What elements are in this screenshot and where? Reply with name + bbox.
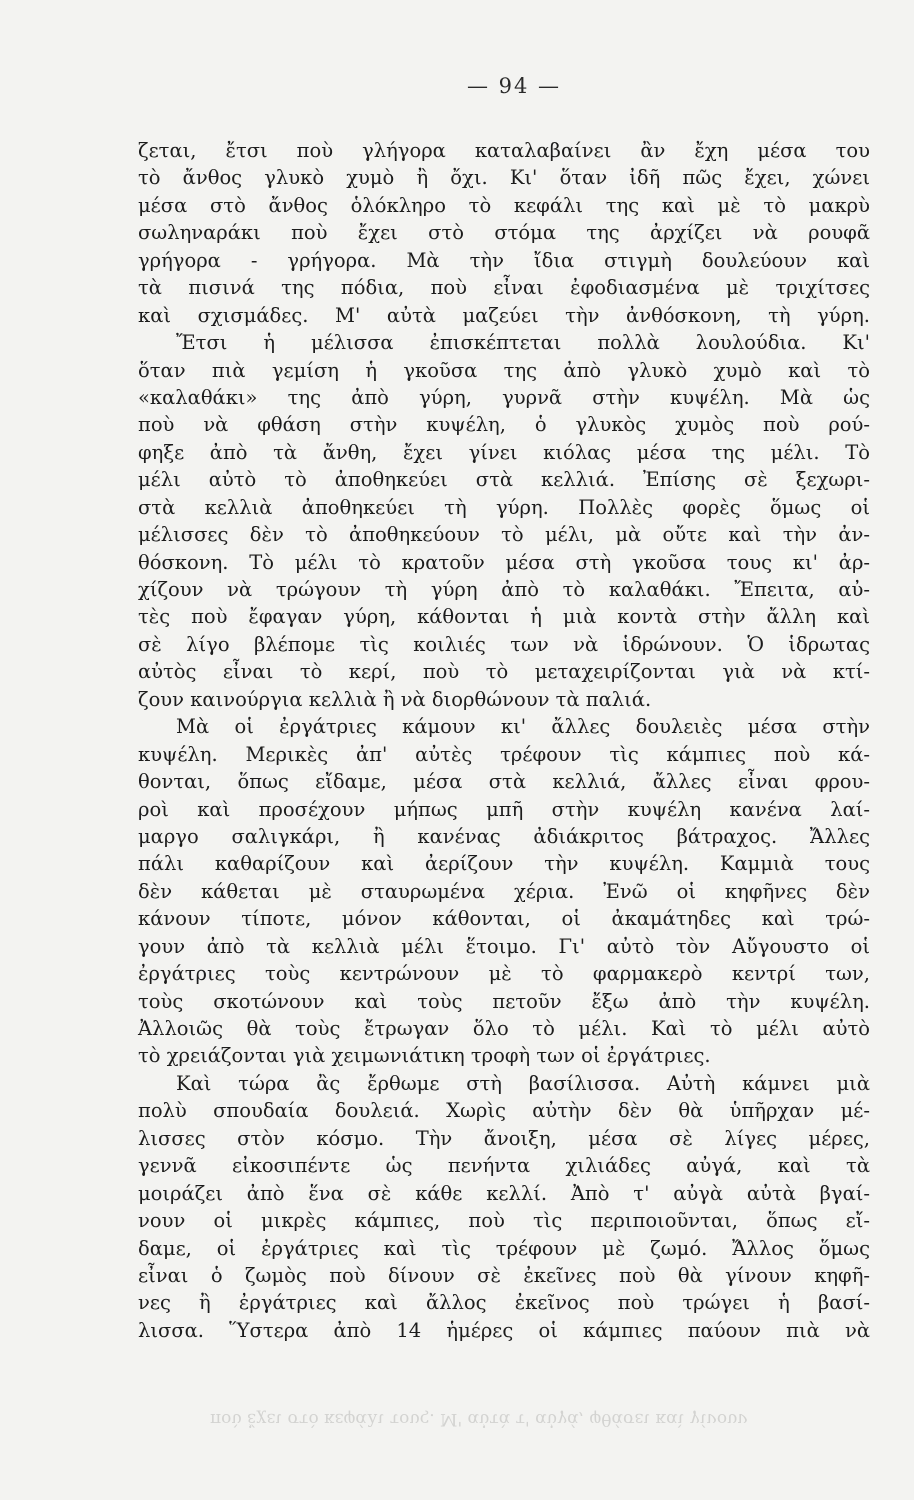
- body-text: [138, 137, 870, 1344]
- text-line: κάνουν τίποτε, μόνον κάθονται, οἱ ἀκαμάτηδες καὶ τρώ-: [138, 907, 870, 931]
- text-line: κυψέλη. Μερικὲς ἀπ' αὐτὲς τρέφουν τὶς κάμπιες ποὺ κά-: [138, 742, 870, 766]
- text-line: γρήγορα - γρήγορα. Μὰ τὴν ἴδια στιγμὴ δουλεύουν καὶ: [138, 248, 870, 272]
- text-line: μοιράζει ἀπὸ ἕνα σὲ κάθε κελλί. Ἀπὸ τ' αὐγὰ αὐτὰ βγαί-: [138, 1181, 870, 1205]
- text-line: ροὶ καὶ προσέχουν μήπως μπῆ στὴν κυψέλη κανένα λαί-: [138, 797, 870, 821]
- text-line: τὲς ποὺ ἔφαγαν γύρη, κάθονται ἡ μιὰ κοντὰ στὴν ἄλλη καὶ: [138, 605, 870, 629]
- text-line: λισσες στὸν κόσμο. Τὴν ἄνοιξη, μέσα σὲ λίγες μέρες,: [138, 1126, 870, 1150]
- text-line: Μὰ οἱ ἐργάτριες κάμουν κι' ἄλλες δουλειὲς μέσα στὴν: [176, 715, 870, 739]
- text-line: «καλαθάκι» της ἀπὸ γύρη, γυρνᾶ στὴν κυψέλη. Μὰ ὡς: [138, 385, 870, 409]
- text-line: πολὺ σπουδαία δουλειά. Χωρὶς αὐτὴν δὲν θὰ ὑπῆρχαν μέ-: [138, 1099, 870, 1123]
- text-line: Ἀλλοιῶς θὰ τοὺς ἔτρωγαν ὅλο τὸ μέλι. Καὶ τὸ μέλι αὐτὸ: [138, 1017, 870, 1040]
- text-line: νουν οἱ μικρὲς κάμπιες, ποὺ τὶς περιποιοῦνται, ὅπως εἴ-: [138, 1209, 870, 1233]
- text-line: μαργο σαλιγκάρι, ἢ κανένας ἀδιάκριτος βάτραχος. Ἄλλες: [138, 824, 870, 848]
- text-line: σωληναράκι ποὺ ἔχει στὸ στόμα της ἀρχίζει νὰ ρουφᾶ: [138, 221, 870, 245]
- text-line: γεννᾶ εἰκοσιπέντε ὡς πενήντα χιλιάδες αὐγά, καὶ τὰ: [138, 1154, 870, 1178]
- text-line: λισσα. Ὕστερα ἀπὸ 14 ἡμέρες οἱ κάμπιες παύουν πιὰ νὰ: [138, 1318, 870, 1342]
- text-line: καὶ σχισμάδες. Μ' αὐτὰ μαζεύει τὴν ἀνθόσκονη, τὴ γύρη.: [138, 303, 870, 327]
- text-line: ζουν καινούργια κελλιὰ ἢ νὰ διορθώνουν τὰ παλιά.: [138, 687, 652, 711]
- text-line: εἶναι ὁ ζωμὸς ποὺ δίνουν σὲ ἐκεῖνες ποὺ θὰ γίνουν κηφῆ-: [138, 1263, 870, 1287]
- text-line: γουν ἀπὸ τὰ κελλιὰ μέλι ἕτοιμο. Γι' αὐτὸ τὸν Αὔγουστο οἱ: [138, 934, 870, 958]
- text-line: πάλι καθαρίζουν καὶ ἀερίζουν τὴν κυψέλη. Καμμιὰ τους: [138, 852, 870, 876]
- text-line: ὅταν πιὰ γεμίση ἡ γκοῦσα της ἀπὸ γλυκὸ χυμὸ καὶ τὸ: [138, 358, 870, 382]
- text-line: μέσα στὸ ἄνθος ὁλόκληρο τὸ κεφάλι της καὶ μὲ τὸ μακρὺ: [138, 193, 870, 217]
- text-line: μέλι αὐτὸ τὸ ἀποθηκεύει στὰ κελλιά. Ἐπίσης σὲ ξεχωρι-: [138, 468, 870, 492]
- text-line: τὸ ἄνθος γλυκὸ χυμὸ ἢ ὄχι. Κι' ὅταν ἰδῆ πῶς ἔχει, χώνει: [138, 166, 870, 190]
- show-through-text: ποὺ ἔχει στὸ κεφάλι τους. Μ' αὐτὰ τ' αὐγά, φθάσει καὶ γίνουν: [210, 1409, 748, 1429]
- text-line: δαμε, οἱ ἐργάτριες καὶ τὶς τρέφουν μὲ ζωμό. Ἄλλος ὅμως: [138, 1236, 870, 1260]
- text-line: στὰ κελλιὰ ἀποθηκεύει τὴ γύρη. Πολλὲς φορὲς ὅμως οἱ: [138, 495, 870, 519]
- text-line: δὲν κάθεται μὲ σταυρωμένα χέρια. Ἐνῶ οἱ κηφῆνες δὲν: [138, 879, 870, 903]
- text-line: σὲ λίγο βλέπομε τὶς κοιλιές των νὰ ἱδρώνουν. Ὁ ἱδρωτας: [138, 632, 870, 656]
- text-line: Καὶ τώρα ἂς ἔρθωμε στὴ βασίλισσα. Αὐτὴ κάμνει μιὰ: [176, 1071, 870, 1095]
- text-line: ποὺ νὰ φθάση στὴν κυψέλη, ὁ γλυκὸς χυμὸς ποὺ ρού-: [138, 413, 870, 437]
- text-line: θόσκονη. Τὸ μέλι τὸ κρατοῦν μέσα στὴ γκοῦσα τους κι' ἀρ-: [138, 550, 870, 574]
- text-line: τὰ πισινά της πόδια, ποὺ εἶναι ἐφοδιασμένα μὲ τριχίτσες: [138, 276, 870, 300]
- text-line: ζεται, ἔτσι ποὺ γλήγορα καταλαβαίνει ἂν ἔχη μέσα του: [138, 139, 870, 162]
- text-line: χίζουν νὰ τρώγουν τὴ γύρη ἀπὸ τὸ καλαθάκι. Ἔπειτα, αὐ-: [138, 578, 870, 601]
- text-line: μέλισσες δὲν τὸ ἀποθηκεύουν τὸ μέλι, μὰ οὔτε καὶ τὴν ἀν-: [138, 523, 870, 547]
- text-line: τὸ χρειάζονται γιὰ χειμωνιάτικη τροφὴ των οἱ ἐργάτριες.: [138, 1044, 711, 1068]
- text-line: φηξε ἀπὸ τὰ ἄνθη, ἔχει γίνει κιόλας μέσα της μέλι. Τὸ: [138, 440, 870, 464]
- text-line: νες ἢ ἐργάτριες καὶ ἄλλος ἐκεῖνος ποὺ τρώγει ἡ βασί-: [138, 1291, 870, 1315]
- text-line: ἐργάτριες τοὺς κεντρώνουν μὲ τὸ φαρμακερὸ κεντρί των,: [138, 962, 870, 986]
- text-line: αὐτὸς εἶναι τὸ κερί, ποὺ τὸ μεταχειρίζονται γιὰ νὰ κτί-: [138, 660, 870, 684]
- text-line: Ἔτσι ἡ μέλισσα ἐπισκέπτεται πολλὰ λουλούδια. Κι': [176, 331, 870, 355]
- text-line: θονται, ὅπως εἴδαμε, μέσα στὰ κελλιά, ἄλλες εἶναι φρου-: [138, 770, 870, 794]
- text-line: τοὺς σκοτώνουν καὶ τοὺς πετοῦν ἔξω ἀπὸ τὴν κυψέλη.: [138, 989, 870, 1013]
- page-number: — 94 —: [466, 74, 562, 98]
